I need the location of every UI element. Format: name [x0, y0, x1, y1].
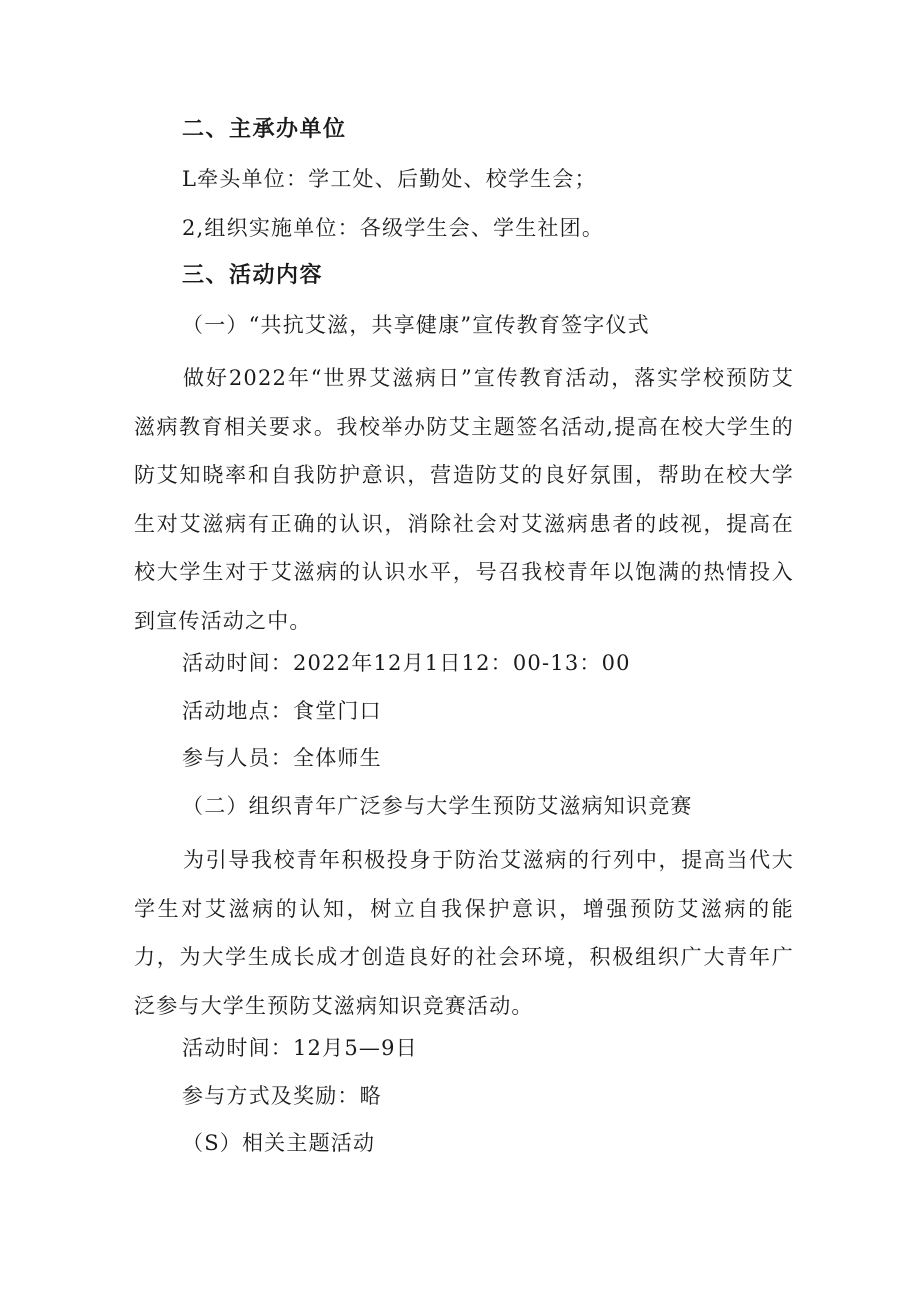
activity-3-title: （S）相关主题活动 [182, 1131, 376, 1155]
activity-2-method: 参与方式及奖励：略 [182, 1084, 382, 1108]
activity-2-time: 活动时间：12月5—9日 [182, 1036, 418, 1060]
implementing-units-line: 2,组织实施单位：各级学生会、学生社团。 [182, 216, 605, 240]
activity-1-title: （一）“共抗艾滋，共享健康”宣传教育签字仪式 [182, 313, 650, 337]
activity-2-body: 为引导我校青年积极投身于防治艾滋病的行列中，提高当代大学生对艾滋病的认知，树立自我保护意识，增强预防艾滋病的能力，为大学生成长成才创造良好的社会环境，积极组织广大青年广泛参与大学生预防艾滋病知识竞赛活动。 [134, 848, 794, 1018]
activity-1-participants: 参与人员：全体师生 [182, 746, 382, 770]
section-heading-content: 三、活动内容 [182, 263, 324, 288]
lead-units-line: L牵头单位：学工处、后勤处、校学生会； [182, 167, 597, 191]
activity-1-body: 做好2022年“世界艾滋病日”宣传教育活动，落实学校预防艾滋病教育相关要求。我校举办防艾主题签名活动,提高在校大学生的防艾知晓率和自我防护意识，营造防艾的良好氛围，帮助在校大学生对艾滋病有正确的认识，消除社会对艾滋病患者的歧视，提高在校大学生对于艾滋病的认识水平，号召我校青年以饱满的热情投入到宣传活动之中。 [134, 366, 794, 633]
activity-1-time: 活动时间：2022年12月1日12：00-13：00 [182, 651, 631, 675]
section-heading-organizers: 二、主承办单位 [182, 117, 347, 142]
activity-2-title: （二）组织青年广泛参与大学生预防艾滋病知识竞赛 [182, 794, 693, 818]
activity-1-place: 活动地点：食堂门口 [182, 699, 382, 723]
